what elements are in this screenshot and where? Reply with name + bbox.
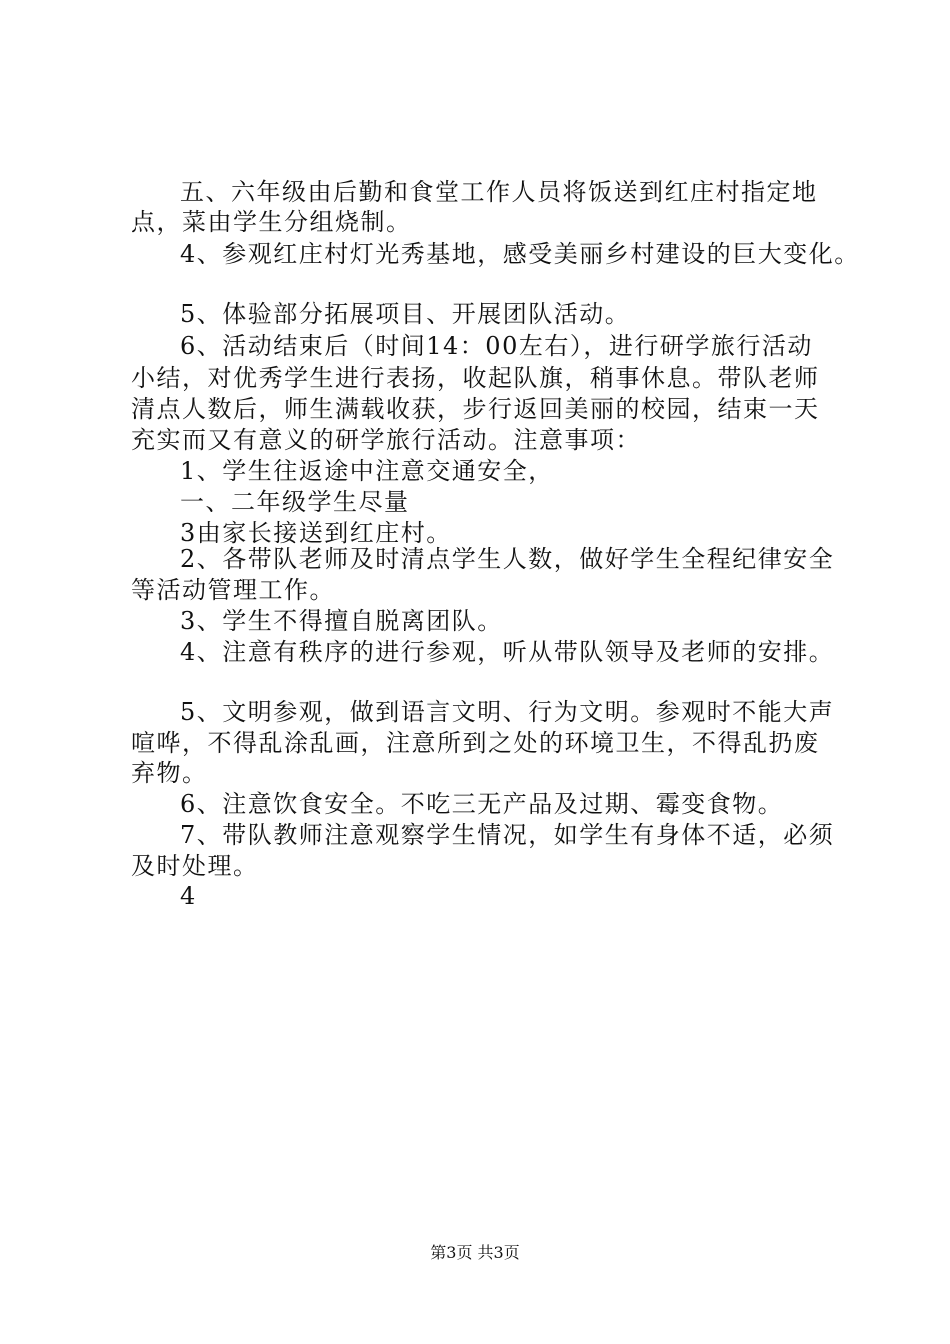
text-line: 充实而又有意义的研学旅行活动。注意事项： <box>131 426 641 454</box>
text-line: 弃物。 <box>131 759 208 787</box>
text-line: 6、活动结束后（时间14：00左右），进行研学旅行活动 <box>180 332 813 360</box>
text-line: 小结，对优秀学生进行表扬，收起队旗，稍事休息。带队老师 <box>131 364 820 392</box>
text-line: 6、注意饮食安全。不吃三无产品及过期、霉变食物。 <box>180 790 784 818</box>
text-line: 五、六年级由后勤和食堂工作人员将饭送到红庄村指定地 <box>180 178 818 206</box>
text-line: 5、文明参观，做到语言文明、行为文明。参观时不能大声 <box>180 698 835 726</box>
text-line: 清点人数后，师生满载收获，步行返回美丽的校园，结束一天 <box>131 395 820 423</box>
text-line: 一、二年级学生尽量 <box>180 488 410 516</box>
text-line: 喧哗，不得乱涂乱画，注意所到之处的环境卫生，不得乱扔废 <box>131 729 820 757</box>
text-line: 3、学生不得擅自脱离团队。 <box>180 607 503 635</box>
text-line: 及时处理。 <box>131 852 259 880</box>
page-footer: 第3页 共3页 <box>430 1243 520 1262</box>
text-line: 4、注意有秩序的进行参观，听从带队领导及老师的安排。 <box>180 638 835 666</box>
text-line: 1、学生往返途中注意交通安全， <box>180 457 554 485</box>
text-line: 5、体验部分拓展项目、开展团队活动。 <box>180 300 631 328</box>
text-line: 等活动管理工作。 <box>131 576 335 604</box>
text-line: 2、各带队老师及时清点学生人数，做好学生全程纪律安全 <box>180 545 835 573</box>
text-line: 7、带队教师注意观察学生情况，如学生有身体不适，必须 <box>180 821 835 849</box>
text-line: 3由家长接送到红庄村。 <box>180 519 452 547</box>
text-line: 4 <box>180 882 197 910</box>
text-line: 4、参观红庄村灯光秀基地，感受美丽乡村建设的巨大变化。 <box>180 240 860 268</box>
text-line: 点，菜由学生分组烧制。 <box>131 208 412 236</box>
